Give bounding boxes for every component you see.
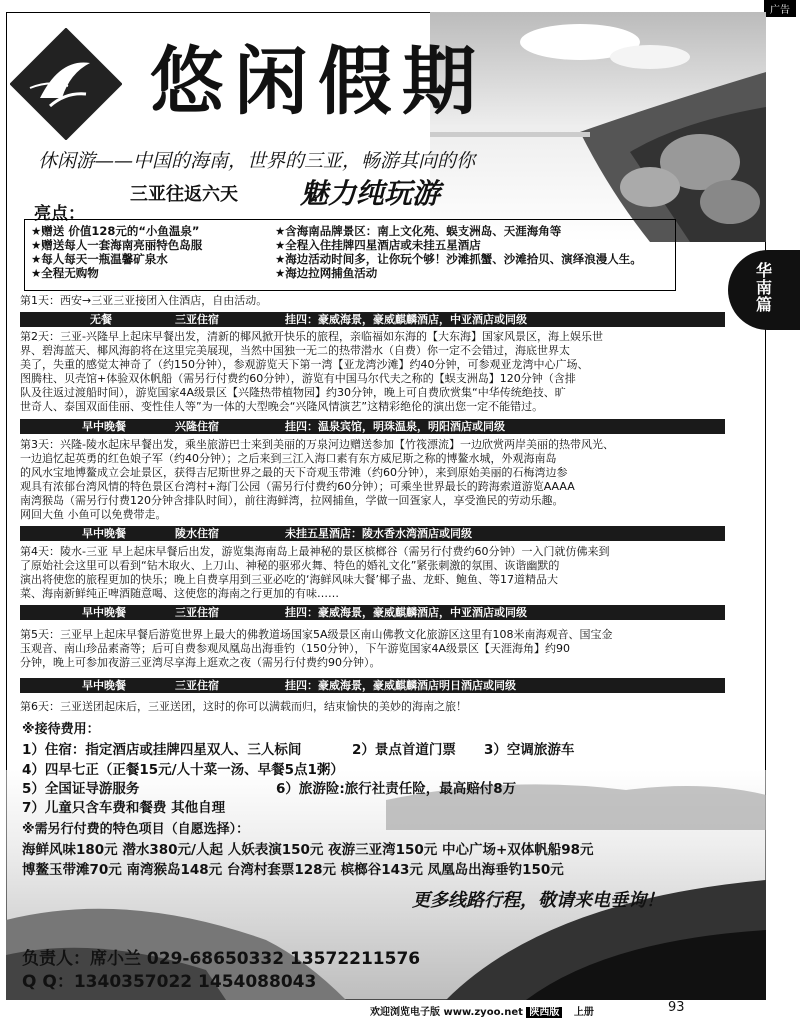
fee-item: 7）儿童只含车费和餐费 其他自理 (22, 800, 226, 816)
contact-qq-value: 1340357022 1454088043 (73, 972, 317, 992)
lodging-city: 陵水住宿 (175, 527, 219, 540)
side-tab-char: 华 (755, 261, 772, 280)
hotel: 挂四：豪威海景，豪威麒麟酒店，中亚酒店或同级 (285, 313, 527, 326)
day-text: 队及往返过渡船时间），游览国家4A级景区【兴隆热带植物园】约30分钟，晚上可自费欣赏集“中华传统绝技、旷 (20, 386, 566, 399)
fee-item: 6）旅游险:旅行社责任险，最高赔付8万 (276, 781, 517, 797)
contact-person-label: 负责人： (22, 949, 90, 969)
side-tab-char: 篇 (755, 295, 772, 314)
meals: 无餐 (90, 313, 112, 326)
day-text: 分钟，晚上可参加夜游三亚湾尽享海上逛欢之夜（需另行付费约90分钟）。 (20, 656, 381, 669)
day-text: 第5天：三亚早上起床早餐后游览世界上最大的佛教道场国家5A级景区南山佛教文化旅游区这里有108米南海观音、国宝金 (20, 628, 613, 641)
meals: 早中晚餐 (82, 420, 126, 433)
highlight-item: ★每人每天一瓶温馨矿泉水 (31, 252, 168, 266)
day-text: 第6天：三亚送团起床后，三亚送团，这时的你可以满载而归，结束愉快的美妙的海南之旅！ (20, 700, 467, 713)
lodging-city: 兴隆住宿 (175, 420, 219, 433)
hotel: 挂四：豪威海景，豪威麒麟酒店，中亚酒店或同级 (285, 606, 527, 619)
lodging-city: 三亚住宿 (175, 313, 219, 326)
ad-tag: 广告 (764, 0, 796, 17)
page-number: 93 (668, 1000, 685, 1015)
footer-text: 欢迎浏览电子版 www.zyoo.net (370, 1007, 523, 1018)
highlight-item: ★含海南品牌景区：南上文化苑、蜈支洲岛、天涯海角等 (275, 224, 562, 238)
region-side-tab (728, 250, 800, 330)
highlight-item: ★赠送 价值128元的“小鱼温泉” (31, 224, 200, 238)
day-1-info-bar (20, 312, 725, 327)
footer-edition-tag: 陕西版 (526, 1007, 562, 1018)
footer (370, 1003, 594, 1018)
subtitle-emphasis: 魅力纯玩游 (300, 177, 441, 210)
day-text: 第1天：西安→三亚三亚接团入住酒店，自由活动。 (20, 294, 268, 307)
contact-person (22, 944, 420, 969)
day-1 (20, 294, 725, 308)
lodging-city: 三亚住宿 (175, 606, 219, 619)
fee-item: 2）景点首道门票 (352, 742, 456, 758)
highlight-item: ★海边活动时间多，让你玩个够！沙滩抓蟹、沙滩拾贝、演绎浪漫人生。 (275, 252, 642, 266)
day-text: 界、碧海蓝天、椰风海韵将在这里完美展现，当然中国独一无二的热带潜水（自费）你一定不会错过，海底世界太 (20, 344, 570, 357)
contact-qq (22, 967, 316, 992)
meals: 早中晚餐 (82, 527, 126, 540)
meals: 早中晚餐 (82, 679, 126, 692)
lodging-city: 三亚住宿 (175, 679, 219, 692)
highlight-item: ★全程入住挂牌四星酒店或未挂五星酒店 (275, 238, 481, 252)
slogan: 休闲游——中国的海南，世界的三亚，畅游其向的你 (38, 150, 476, 172)
more-routes-notice: 更多线路行程，敬请来电垂询！ (412, 890, 664, 911)
day-text: 玉观音、南山珍品素斋等；后可自费参观凤凰岛出海垂钓（150分钟），下午游览国家4A级景区【天涯海角】约90 (20, 642, 571, 655)
highlight-item: ★全程无购物 (31, 266, 99, 280)
day-text: 第3天：兴隆-陵水起床早餐出发，乘坐旅游巴士来到美丽的万泉河边赠送参加【竹筏漂流】一边欣赏两岸美丽的热带风光、 (20, 438, 614, 451)
day-text: 第2天：三亚-兴隆早上起床早餐出发，清新的椰风掀开快乐的旅程，亲临福如东海的【大东海】国家风景区，海上娱乐世 (20, 330, 603, 343)
contact-person-value: 席小兰 029-68650332 13572211576 (90, 949, 421, 969)
extra-fees-line: 海鲜风味180元 潜水380元/人起 人妖表演150元 夜游三亚湾150元 中心广场+双体帆船98元 (22, 842, 594, 858)
page-title: 悠闲假期 (150, 39, 486, 125)
day-text: 一边追忆起英勇的红色娘子军（约40分钟）；之后来到三江入海口素有东方威尼斯之称的博鳌水城，外观海南岛 (20, 452, 557, 465)
day-text: 南湾猴岛（需另行付费120分钟含排队时间），前往海鲜湾，拉网捕鱼，学做一回疍家人，享受渔民的劳动乐趣。 (20, 494, 564, 507)
day-6 (20, 700, 725, 714)
extra-fees-title: ※需另行付费的特色项目（自愿选择）： (22, 822, 250, 837)
day-3 (20, 438, 725, 522)
day-5 (20, 628, 725, 670)
day-text: 观具有浓郁台湾风情的特色景区台湾村+海门公园（需另行付费约60分钟）；可乘坐世界最长的跨海索道游览AAAA (20, 480, 575, 493)
day-text: 世奇人、泰国双面佳丽、变性佳人等”为一体的大型晚会“兴隆风情演艺”这精彩绝伦的演出您一定不能错过。 (20, 400, 544, 413)
day-text: 了原始社会这里可以看到“钻木取火、上刀山、神秘的驱邪火舞、特色的婚礼文化”紧张刺激的氛围、诙谐幽默的 (20, 559, 560, 572)
hotel: 未挂五星酒店：陵水香水湾酒店或同级 (285, 527, 472, 540)
fee-item: 1）住宿：指定酒店或挂牌四星双人、三人标间 (22, 742, 302, 758)
day-3-info-bar (20, 526, 725, 541)
highlights-left (31, 224, 202, 280)
fee-item: 3）空调旅游车 (484, 742, 575, 758)
day-text: 图腾柱、贝壳馆+体验双休帆船（需另行付费约60分钟），游览有中国马尔代夫之称的【蜈支洲岛】120分钟（含排 (20, 372, 576, 385)
side-tab-char: 南 (755, 278, 772, 297)
day-text: 第4天：陵水-三亚 早上起床早餐后出发，游览集海南岛上最神秘的景区槟榔谷（需另行付费约60分钟）一入门就仿佛来到 (20, 545, 610, 558)
highlights-label: 亮点： (34, 204, 85, 224)
highlights-right (275, 224, 642, 280)
fees-title: ※接待费用： (22, 722, 100, 737)
contact-qq-label: Q Q： (22, 972, 74, 992)
day-text: 的风水宝地博鳌成立会址景区，获得吉尼斯世界之最的天下奇观玉带滩（约60分钟），来到原始美丽的石梅湾边参 (20, 466, 568, 479)
day-4 (20, 545, 725, 601)
hotel: 挂四：温泉宾馆，明珠温泉，明阳酒店或同级 (285, 420, 505, 433)
day-text: 演出将使您的旅程更加的快乐；晚上自费享用到三亚必吃的‘海鲜风味大餐’椰子蛊、龙虾、鲍鱼、等17道精品大 (20, 573, 558, 586)
footer-volume: 上册 (573, 1007, 594, 1018)
fee-item: 4）四早七正（正餐15元/人十菜一汤、早餐5点1粥） (22, 762, 344, 778)
fee-item: 5）全国证导游服务 (22, 781, 140, 797)
highlights-box (24, 219, 676, 291)
highlight-item: ★赠送每人一套海南亮丽特色岛服 (31, 238, 203, 252)
day-2-info-bar (20, 419, 725, 434)
day-2 (20, 330, 725, 414)
day-text: 美了，失重的感觉太神奇了（约150分钟），参观游览天下第一湾【亚龙湾沙滩】约40分钟，可参观亚龙湾中心广场、 (20, 358, 589, 371)
company-logo (10, 28, 122, 140)
day-5-info-bar (20, 678, 725, 693)
day-4-info-bar (20, 605, 725, 620)
day-text: 菜、海南新鲜纯正啤酒随意喝、这使您的海南之行更加的有味…… (20, 587, 339, 600)
highlight-item: ★海边拉网捕鱼活动 (275, 266, 378, 280)
subtitle: 三亚往返六天 (130, 184, 238, 205)
day-text: 网回大鱼 小鱼可以免费带走。 (20, 508, 167, 521)
extra-fees-line: 博鳌玉带滩70元 南湾猴岛148元 台湾村套票128元 槟榔谷143元 凤凰岛出海垂钓150元 (22, 862, 564, 878)
meals: 早中晚餐 (82, 606, 126, 619)
hotel: 挂四：豪威海景，豪威麒麟酒店明日酒店或同级 (285, 679, 516, 692)
